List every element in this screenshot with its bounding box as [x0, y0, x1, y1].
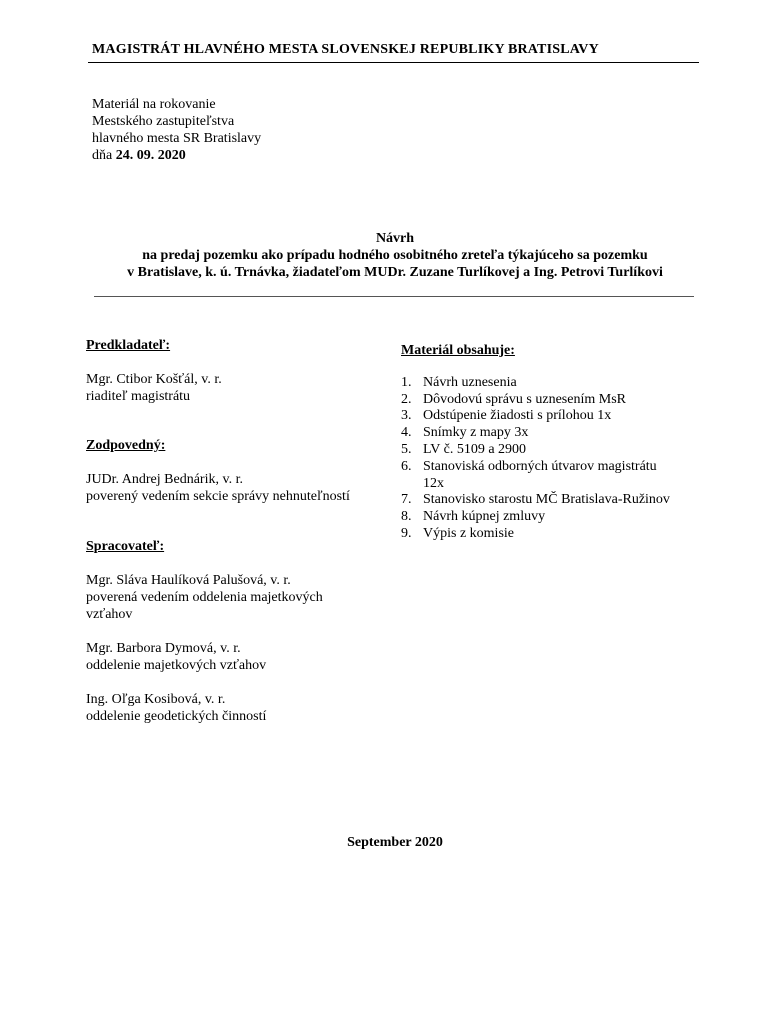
contents-item [401, 492, 673, 509]
contents-item-number: 9. [401, 525, 412, 541]
predkladatel-section [86, 337, 222, 405]
contents-item-text: Návrh kúpnej zmluvy [423, 509, 546, 525]
meeting-date-line [92, 147, 261, 164]
meeting-line-3: hlavného mesta SR Bratislavy [92, 131, 262, 146]
zodpovedny-section [86, 437, 350, 505]
contents-item [401, 408, 683, 425]
meeting-date-prefix: dňa [92, 148, 116, 163]
contents-item-text: Návrh uznesenia [423, 374, 517, 390]
meeting-line-2: Mestského zastupiteľstva [92, 114, 235, 129]
contents-item [401, 459, 663, 493]
spracovatel-person-3 [86, 691, 323, 725]
contents-item-number: 6. [401, 458, 412, 474]
contents-item [401, 442, 683, 459]
zodpovedny-heading: Zodpovedný: [86, 438, 166, 453]
contents-item-number: 2. [401, 391, 412, 407]
contents-section [401, 343, 683, 543]
footer-date: September 2020 [347, 835, 443, 850]
contents-item [401, 375, 683, 392]
zodpovedny-role: poverený vedením sekcie správy nehnuteľností [86, 489, 350, 504]
contents-item-text: Snímky z mapy 3x [423, 425, 529, 441]
contents-item-number: 7. [401, 492, 412, 508]
contents-item-number: 5. [401, 441, 412, 457]
predkladatel-role: riaditeľ magistrátu [86, 389, 191, 404]
predkladatel-person [86, 371, 222, 405]
spracovatel-person-2-name: Mgr. Barbora Dymová, v. r. [86, 641, 241, 656]
contents-list [401, 375, 683, 543]
contents-item [401, 526, 683, 543]
spracovatel-section [86, 538, 323, 725]
contents-item-number: 4. [401, 425, 412, 441]
meeting-info [92, 96, 261, 164]
contents-item-text: LV č. 5109 a 2900 [423, 441, 527, 457]
zodpovedny-name: JUDr. Andrej Bednárik, v. r. [86, 472, 243, 487]
contents-item-number: 1. [401, 374, 412, 390]
spracovatel-person-3-name: Ing. Oľga Kosibová, v. r. [86, 692, 226, 707]
predkladatel-heading: Predkladateľ: [86, 338, 171, 353]
meeting-date: 24. 09. 2020 [115, 148, 186, 163]
contents-item-text: Stanovisko starostu MČ Bratislava-Ružinov [423, 492, 670, 508]
contents-heading: Materiál obsahuje: [401, 343, 515, 358]
header-divider [88, 62, 699, 63]
proposal-line-1: na predaj pozemku ako prípadu hodného osobitného zreteľa týkajúceho sa pozemku [142, 248, 648, 263]
title-divider [94, 296, 694, 297]
spracovatel-person-2-role: oddelenie majetkových vzťahov [86, 658, 267, 673]
contents-item [401, 509, 683, 526]
meeting-line-1: Materiál na rokovanie [92, 97, 216, 112]
contents-item-number: 3. [401, 408, 412, 424]
contents-item [401, 425, 683, 442]
spracovatel-person-1 [86, 572, 323, 623]
proposal-heading: Návrh [375, 231, 415, 246]
proposal-line-2: v Bratislave, k. ú. Trnávka, žiadateľom MUDr. Zuzane Turlíkovej a Ing. Petrovi Turlíkovi [127, 265, 663, 280]
zodpovedny-person [86, 471, 350, 505]
contents-item-text: Dôvodovú správu s uznesením MsR [423, 391, 626, 407]
contents-item [401, 392, 683, 409]
contents-item-text: Odstúpenie žiadosti s prílohou 1x [423, 408, 612, 424]
spracovatel-heading: Spracovateľ: [86, 539, 165, 554]
contents-item-number: 8. [401, 509, 412, 525]
spracovatel-person-1-role: poverená vedením oddelenia majetkových [86, 590, 323, 605]
predkladatel-name: Mgr. Ctibor Košťál, v. r. [86, 372, 222, 387]
contents-item-text: Výpis z komisie [423, 525, 514, 541]
spracovatel-person-1-role-cont: vzťahov [86, 607, 133, 622]
document-header-title: MAGISTRÁT HLAVNÉHO MESTA SLOVENSKEJ REPUBLIKY BRATISLAVY [92, 42, 599, 57]
spracovatel-person-3-role: oddelenie geodetických činností [86, 709, 267, 724]
proposal-title [60, 230, 730, 281]
spracovatel-person-2 [86, 640, 323, 674]
spracovatel-person-1-name: Mgr. Sláva Haulíková Palušová, v. r. [86, 573, 291, 588]
contents-item-text: Stanoviská odborných útvarov magistrátu 12x [423, 458, 657, 491]
